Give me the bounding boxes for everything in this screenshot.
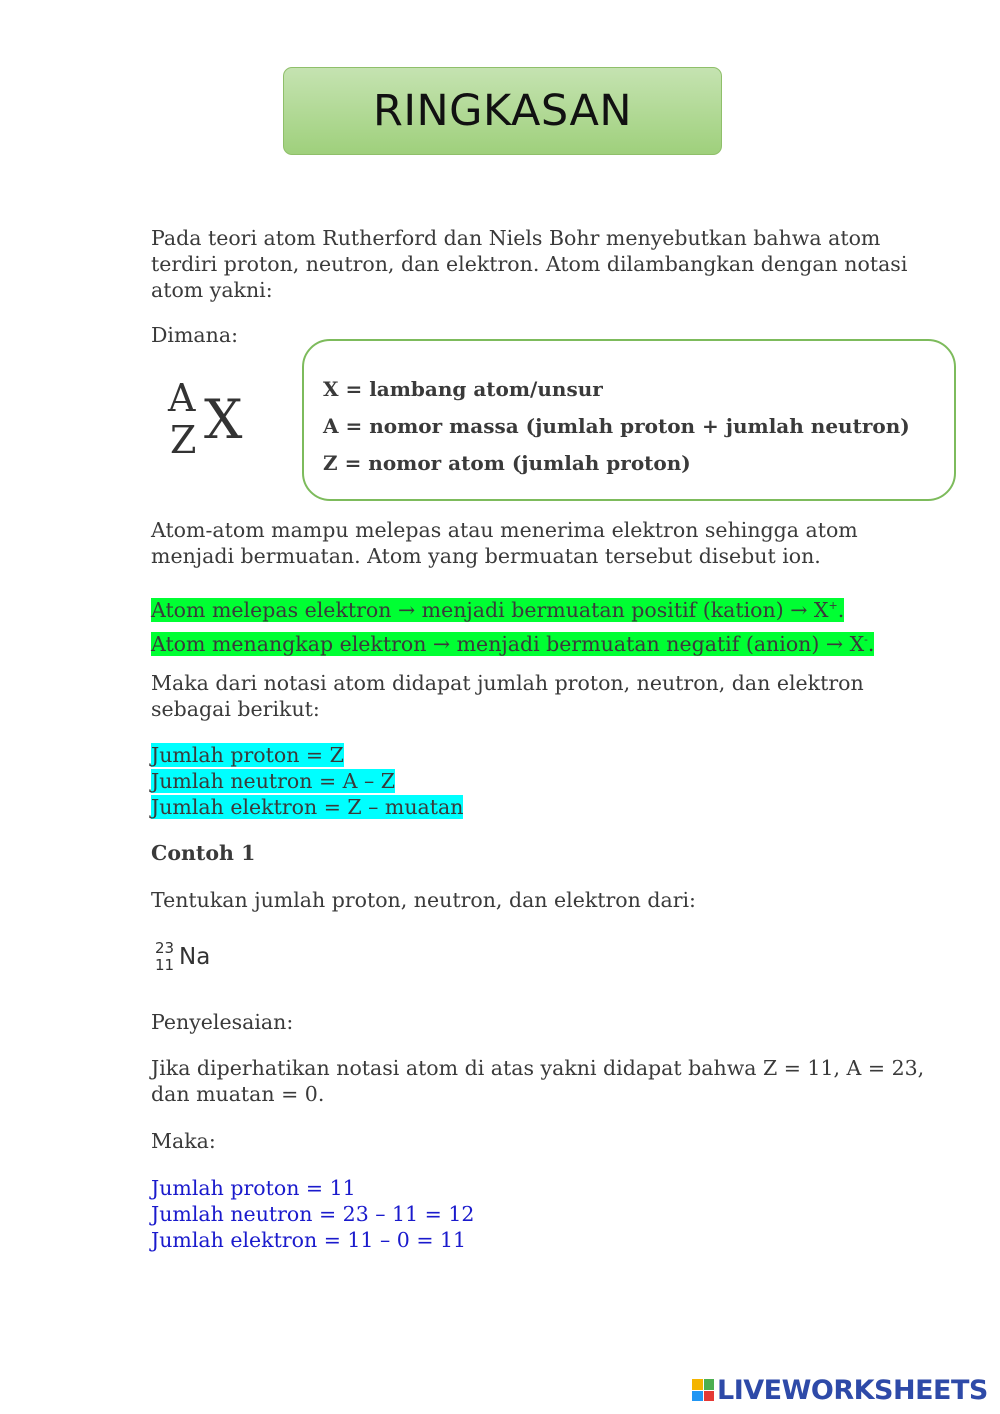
maka-label: Maka:	[151, 1129, 216, 1153]
title-banner	[283, 67, 722, 155]
formula-list	[151, 742, 941, 820]
definition-x: X = lambang atom/unsur	[323, 377, 603, 401]
notation-mass-number: A	[168, 376, 196, 420]
definition-z: Z = nomor atom (jumlah proton)	[323, 451, 691, 475]
sodium-atomic-number: 11	[155, 956, 175, 974]
ion-rule-cation: Atom melepas elektron → menjadi bermuatan positif (kation) → X+.	[151, 597, 845, 622]
formula-electron: Jumlah elektron = Z – muatan	[151, 795, 464, 819]
formula-intro: Maka dari notasi atom didapat jumlah proton, neutron, dan elektron sebagai berikut:	[151, 671, 864, 721]
sodium-notation	[152, 940, 222, 976]
ion-rule-anion: Atom menangkap elektron → menjadi bermuatan negatif (anion) → X-.	[151, 631, 875, 656]
notation-atomic-number: Z	[170, 418, 197, 462]
sodium-symbol: Na	[179, 944, 211, 970]
atom-notation	[166, 378, 266, 478]
ion-rules	[151, 591, 941, 659]
formula-neutron: Jumlah neutron = A – Z	[151, 769, 396, 793]
ion-paragraph: Atom-atom mampu melepas atau menerima elektron sehingga atom menjadi bermuatan. Atom yang bermuatan tersebut disebut ion.	[151, 518, 858, 568]
answer-list	[151, 1175, 941, 1253]
liveworksheets-logo-icon	[692, 1379, 714, 1401]
solution-label: Penyelesaian:	[151, 1010, 294, 1034]
sodium-mass-number: 23	[155, 939, 175, 957]
answer-electron: Jumlah elektron = 11 – 0 = 11	[151, 1228, 467, 1252]
answer-proton: Jumlah proton = 11	[151, 1176, 356, 1200]
liveworksheets-logo-text: LIVEWORKSHEETS	[717, 1374, 988, 1406]
notation-symbol: X	[204, 388, 243, 451]
page-title: RINGKASAN	[372, 86, 633, 136]
answer-neutron: Jumlah neutron = 23 – 11 = 12	[151, 1202, 475, 1226]
definition-a: A = nomor massa (jumlah proton + jumlah neutron)	[323, 414, 910, 438]
liveworksheets-logo	[692, 1373, 992, 1407]
example-heading: Contoh 1	[151, 841, 256, 865]
dimana-label: Dimana:	[151, 323, 238, 347]
solution-explanation: Jika diperhatikan notasi atom di atas yakni didapat bahwa Z = 11, A = 23, dan muatan = 0.	[151, 1056, 925, 1106]
example-question: Tentukan jumlah proton, neutron, dan elektron dari:	[151, 888, 696, 912]
intro-paragraph: Pada teori atom Rutherford dan Niels Bohr menyebutkan bahwa atom terdiri proton, neutron, dan elektron. Atom dilambangkan dengan notasi atom yakni:	[151, 226, 908, 302]
formula-proton: Jumlah proton = Z	[151, 743, 344, 767]
